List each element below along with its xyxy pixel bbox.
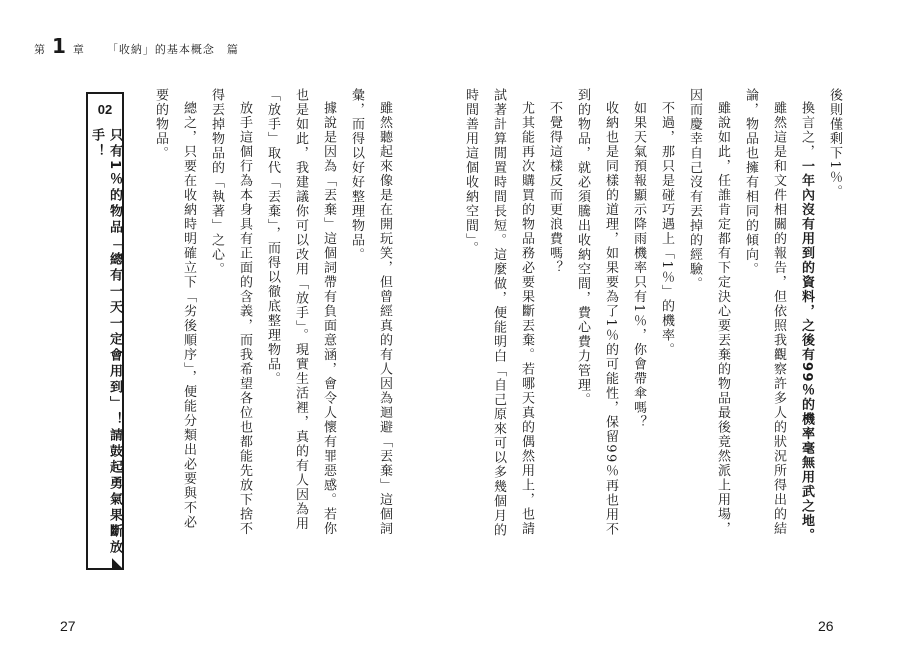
- paragraph: 收納也是同樣的道理，如果要為了1％的可能性，保留99％再也用不到的物品，就必須騰出收納空間，費心費力管理。: [575, 88, 618, 537]
- chapter-prefix: 第: [34, 43, 46, 56]
- section-title: 只有1％的物品「總有一天一定會用到」！請鼓起勇氣果斷放手！: [89, 128, 122, 557]
- paragraph: 雖然這是和文件相關的報告，但依照我觀察許多人的狀況所得出的結論，物品也擁有相同的傾向。: [743, 88, 786, 536]
- chapter-number: 1: [52, 34, 67, 58]
- paragraph: 放手這個行為本身具有正面的含義，而我希望各位也都能先放下捨不得丟掉物品的「執著」之心。: [209, 88, 252, 536]
- paragraph: 尤其能再次購買的物品務必要果斷丟棄。若哪天真的偶然用上，也請試著計算閒置時間長短。這麼做，便能明白「自己原來可以多幾個月的時間善用這個收納空間」。: [463, 88, 534, 538]
- paragraph: 雖說如此，任誰肯定都有下定決心要丟棄的物品最後竟然派上用場，因而慶幸自己沒有丟掉的經驗。: [687, 88, 730, 536]
- paragraph: 如果天氣預報顯示降雨機率只有1％，你會帶傘嗎？: [631, 101, 646, 430]
- chapter-suffix: 章: [72, 43, 85, 56]
- paragraph: 總之，只要在收納時明確立下「劣後順序」，便能分類出必要與不必要的物品。: [153, 88, 196, 530]
- section-number: 02: [97, 102, 113, 117]
- paragraph-text: 換言之，: [799, 101, 814, 159]
- left-page-body: [150, 88, 398, 543]
- page-number-left: 27: [60, 618, 76, 634]
- paragraph: 據說是因為「丟棄」這個詞帶有負面意涵，會令人懷有罪惡感。若你也是如此，我建議你可以改用「放手」。現實生活裡，真的有人因為用「放手」取代「丟棄」，而得以徹底整理物品。: [265, 88, 336, 536]
- section-card: [86, 92, 124, 570]
- chapter-title: 「收納」的基本概念 篇: [106, 43, 239, 56]
- emphasis-text: 一年內沒有用到的資料，之後有99％的機率毫無用武之地。: [799, 159, 814, 543]
- page-fold-inner-icon: [110, 556, 120, 566]
- paragraph: 不覺得這樣反而更浪費嗎？: [547, 101, 562, 275]
- paragraph: 不過，那只是碰巧遇上「1％」的機率。: [659, 101, 674, 358]
- paragraph: [792, 88, 820, 543]
- running-head: [34, 36, 239, 57]
- paragraph: 雖然聽起來像是在開玩笑，但曾經真的有人因為迴避「丟棄」這個詞彙，而得以好好整理物品。: [349, 88, 392, 536]
- paragraph: 後則僅剩下1％。: [827, 88, 842, 200]
- right-page-body: [463, 88, 848, 543]
- page-number-right: 26: [818, 618, 834, 634]
